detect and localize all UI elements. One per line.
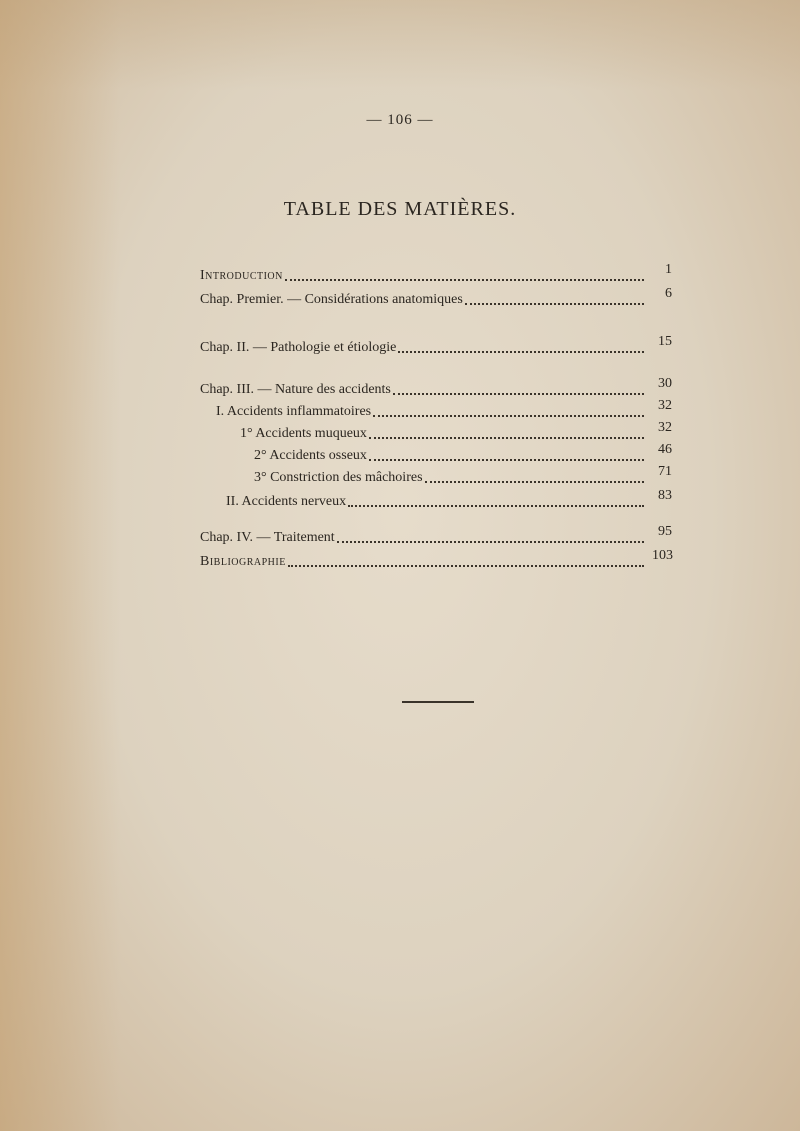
toc-entry-label: Chap. IV. — Traitement: [200, 530, 335, 545]
leader-dots: [288, 564, 644, 567]
toc-entry-subsection-2: [254, 442, 672, 464]
toc-entry-label: Chap. Premier. — Considérations anatomiques: [200, 292, 463, 307]
leader-dots: [373, 414, 644, 417]
toc-entry-bibliographie: [200, 548, 672, 570]
closing-rule: [402, 701, 474, 703]
toc-entry-subsection-3: [254, 464, 672, 486]
toc-entry-label: I. Accidents inflammatoires: [216, 404, 372, 419]
toc-entry-label: II. Accidents nerveux: [226, 494, 347, 509]
toc-entry-label: 3° Constriction des mâchoires: [254, 470, 423, 485]
toc-entry-label: 2° Accidents osseux: [254, 448, 367, 463]
paper-stain-top: [0, 0, 800, 90]
toc-entry-chap-iii: [200, 376, 672, 398]
toc-entry-page: 15: [658, 334, 672, 349]
toc-entry-page: 103: [652, 548, 673, 563]
leader-dots: [348, 504, 644, 507]
toc-entry-label: Bibliographie: [200, 554, 286, 569]
toc-entry-label: Introduction: [200, 268, 283, 283]
toc-entry-section-ii: [226, 488, 672, 510]
paper-stain-left: [0, 0, 120, 1131]
toc-entry-page: 32: [658, 398, 672, 413]
page-number: — 106 —: [366, 112, 434, 128]
toc-entry-page: 6: [665, 286, 672, 301]
page-title: TABLE DES MATIÈRES.: [283, 198, 517, 220]
leader-dots: [398, 350, 644, 353]
leader-dots: [285, 278, 644, 281]
toc-entry-page: 46: [658, 442, 672, 457]
leader-dots: [393, 392, 644, 395]
toc-entry-label: 1° Accidents muqueux: [240, 426, 367, 441]
toc-entry-introduction: [200, 262, 672, 284]
leader-dots: [337, 540, 644, 543]
toc-entry-page: 30: [658, 376, 672, 391]
toc-entry-section-i: [216, 398, 672, 420]
toc-entry-page: 1: [665, 262, 672, 277]
leader-dots: [465, 302, 644, 305]
toc-entry-page: 95: [658, 524, 672, 539]
leader-dots: [425, 480, 644, 483]
toc-entry-page: 32: [658, 420, 672, 435]
leader-dots: [369, 436, 644, 439]
toc-entry-chap-ii: [200, 334, 672, 356]
toc-entry-chap-iv: [200, 524, 672, 546]
toc-entry-chap-premier: [200, 286, 672, 308]
toc-entry-subsection-1: [240, 420, 672, 442]
toc-entry-label: Chap. II. — Pathologie et étiologie: [200, 340, 397, 355]
toc-entry-page: 71: [658, 464, 672, 479]
toc-entry-page: 83: [658, 488, 672, 503]
leader-dots: [369, 458, 644, 461]
toc-entry-label: Chap. III. — Nature des accidents: [200, 382, 391, 397]
